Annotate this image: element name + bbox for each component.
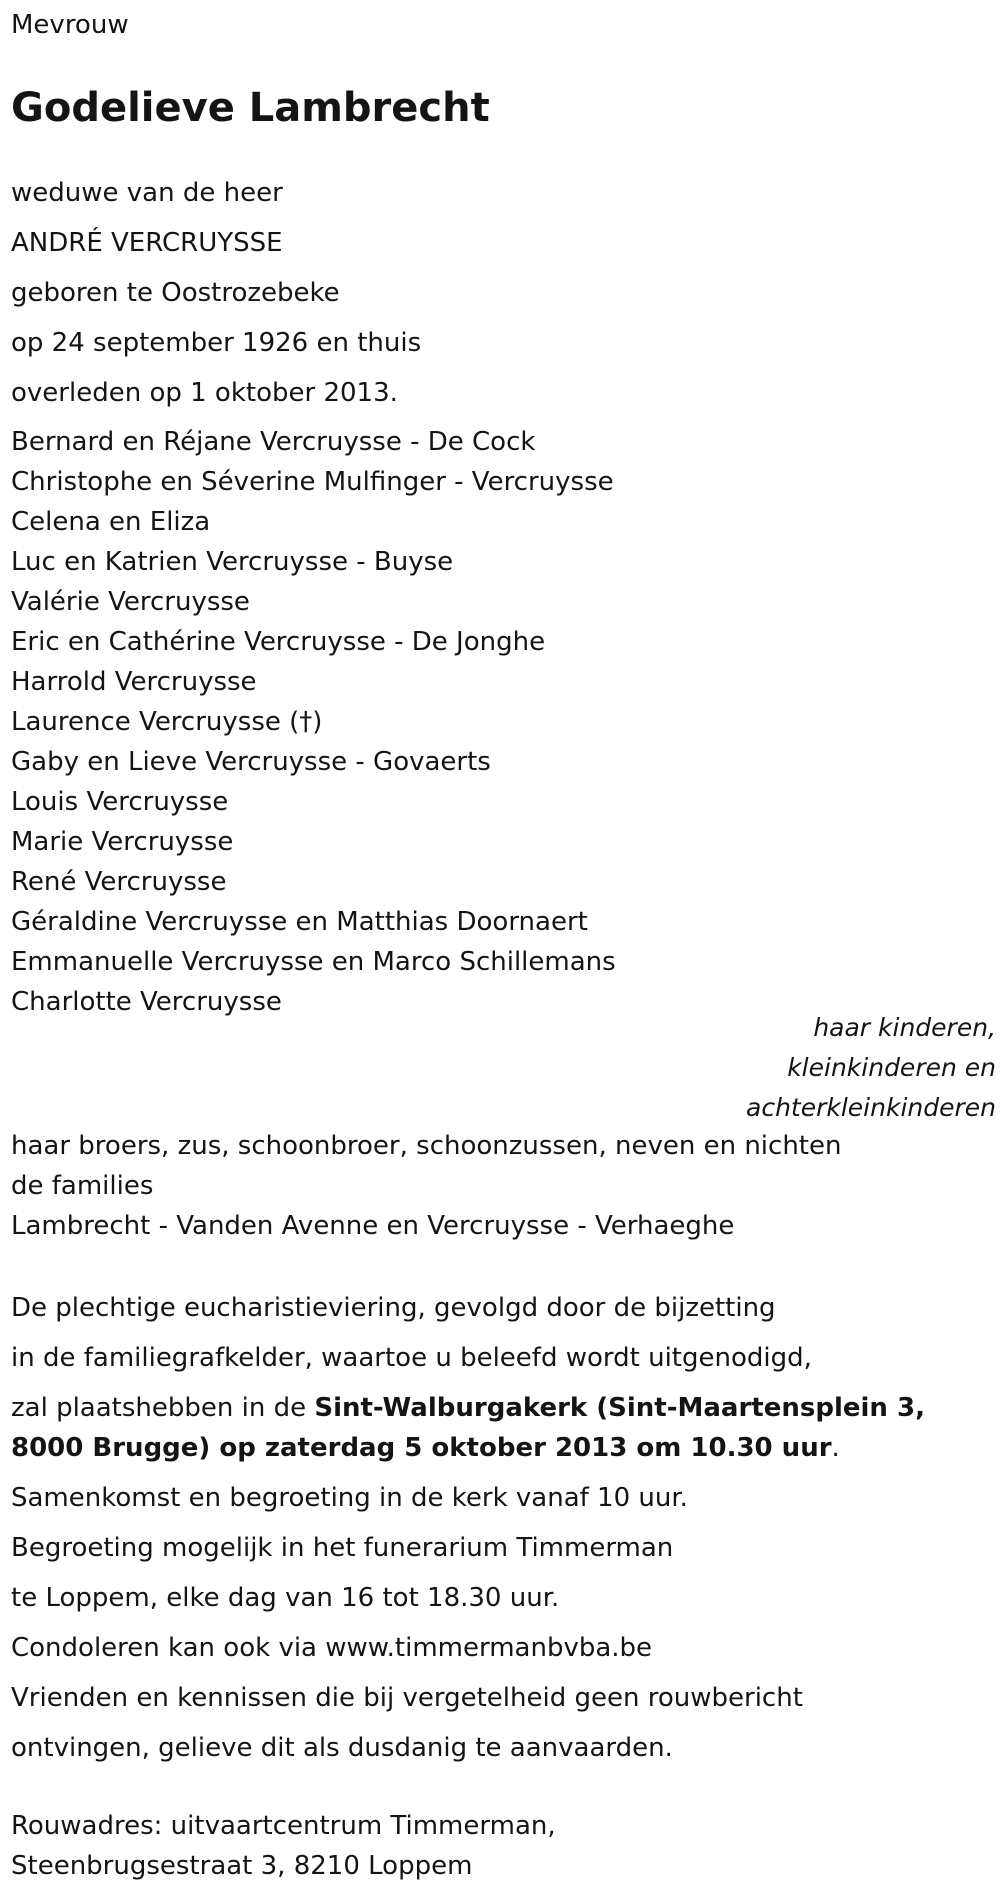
address-line: Steenbrugsestraat 3, 8210 Loppem — [11, 1851, 473, 1881]
family-member: Marie Vercruysse — [11, 827, 234, 857]
extended-line: haar broers, zus, schoonbroer, schoonzussen, neven en nichten — [11, 1131, 842, 1161]
notice-line: Vrienden en kennissen die bij vergetelheid geen rouwbericht — [11, 1683, 803, 1713]
gathering-info: Samenkomst en begroeting in de kerk vanaf 10 uur. — [11, 1483, 688, 1513]
family-member: Harrold Vercruysse — [11, 667, 257, 697]
funeral-home-info: Begroeting mogelijk in het funerarium Timmerman — [11, 1533, 674, 1563]
intro-line: weduwe van de heer — [11, 178, 283, 208]
ceremony-section — [11, 1288, 996, 1778]
family-member: Gaby en Lieve Vercruysse - Govaerts — [11, 747, 491, 777]
family-member: Laurence Vercruysse (†) — [11, 707, 323, 737]
family-member: Christophe en Séverine Mulfinger - Vercruysse — [11, 467, 614, 497]
extended-line: de families — [11, 1171, 154, 1201]
family-member: Bernard en Réjane Vercruysse - De Cock — [11, 427, 536, 457]
family-member: Louis Vercruysse — [11, 787, 229, 817]
funeral-home-hours: te Loppem, elke dag van 16 tot 18.30 uur. — [11, 1583, 560, 1613]
ceremony-location-prefix: zal plaatshebben in de — [11, 1393, 315, 1423]
ceremony-line: in de familiegrafkelder, waartoe u beleefd wordt uitgenodigd, — [11, 1343, 812, 1373]
extended-line: Lambrecht - Vanden Avenne en Vercruysse - Verhaeghe — [11, 1211, 735, 1241]
relation-line: kleinkinderen en — [787, 1053, 996, 1082]
family-member: Emmanuelle Vercruysse en Marco Schillemans — [11, 947, 616, 977]
family-member: Charlotte Vercruysse — [11, 987, 282, 1017]
address-line: Rouwadres: uitvaartcentrum Timmerman, — [11, 1811, 556, 1841]
salutation: Mevrouw — [11, 10, 129, 40]
family-list — [11, 424, 616, 1024]
deceased-name: Godelieve Lambrecht — [11, 85, 490, 131]
condolences-info: Condoleren kan ook via www.timmermanbvba.be — [11, 1633, 653, 1663]
extended-family — [11, 1128, 841, 1248]
family-member: Valérie Vercruysse — [11, 587, 250, 617]
family-member: Eric en Cathérine Vercruysse - De Jonghe — [11, 627, 546, 657]
relation-label — [746, 1008, 996, 1128]
ceremony-location-suffix: . — [831, 1433, 840, 1463]
notice-line: ontvingen, gelieve dit als dusdanig te aanvaarden. — [11, 1733, 673, 1763]
intro-line: op 24 september 1926 en thuis — [11, 328, 422, 358]
intro-line: overleden op 1 oktober 2013. — [11, 378, 398, 408]
family-member: Luc en Katrien Vercruysse - Buyse — [11, 547, 454, 577]
family-member: Géraldine Vercruysse en Matthias Doornaert — [11, 907, 588, 937]
intro-line: geboren te Oostrozebeke — [11, 278, 340, 308]
family-member: Celena en Eliza — [11, 507, 211, 537]
intro-section — [11, 175, 421, 425]
relation-line: haar kinderen, — [813, 1013, 996, 1042]
ceremony-location-details: Sint-Walburgakerk (Sint-Maartensplein 3, 8000 Brugge) op zaterdag 5 oktober 2013 om 10.30 uur — [11, 1393, 925, 1463]
ceremony-line: De plechtige eucharistieviering, gevolgd door de bijzetting — [11, 1293, 776, 1323]
family-member: René Vercruysse — [11, 867, 227, 897]
relation-line: achterkleinkinderen — [746, 1093, 996, 1122]
intro-line: ANDRÉ VERCRUYSSE — [11, 228, 283, 258]
ceremony-location — [11, 1388, 996, 1468]
mourning-address — [11, 1808, 556, 1888]
